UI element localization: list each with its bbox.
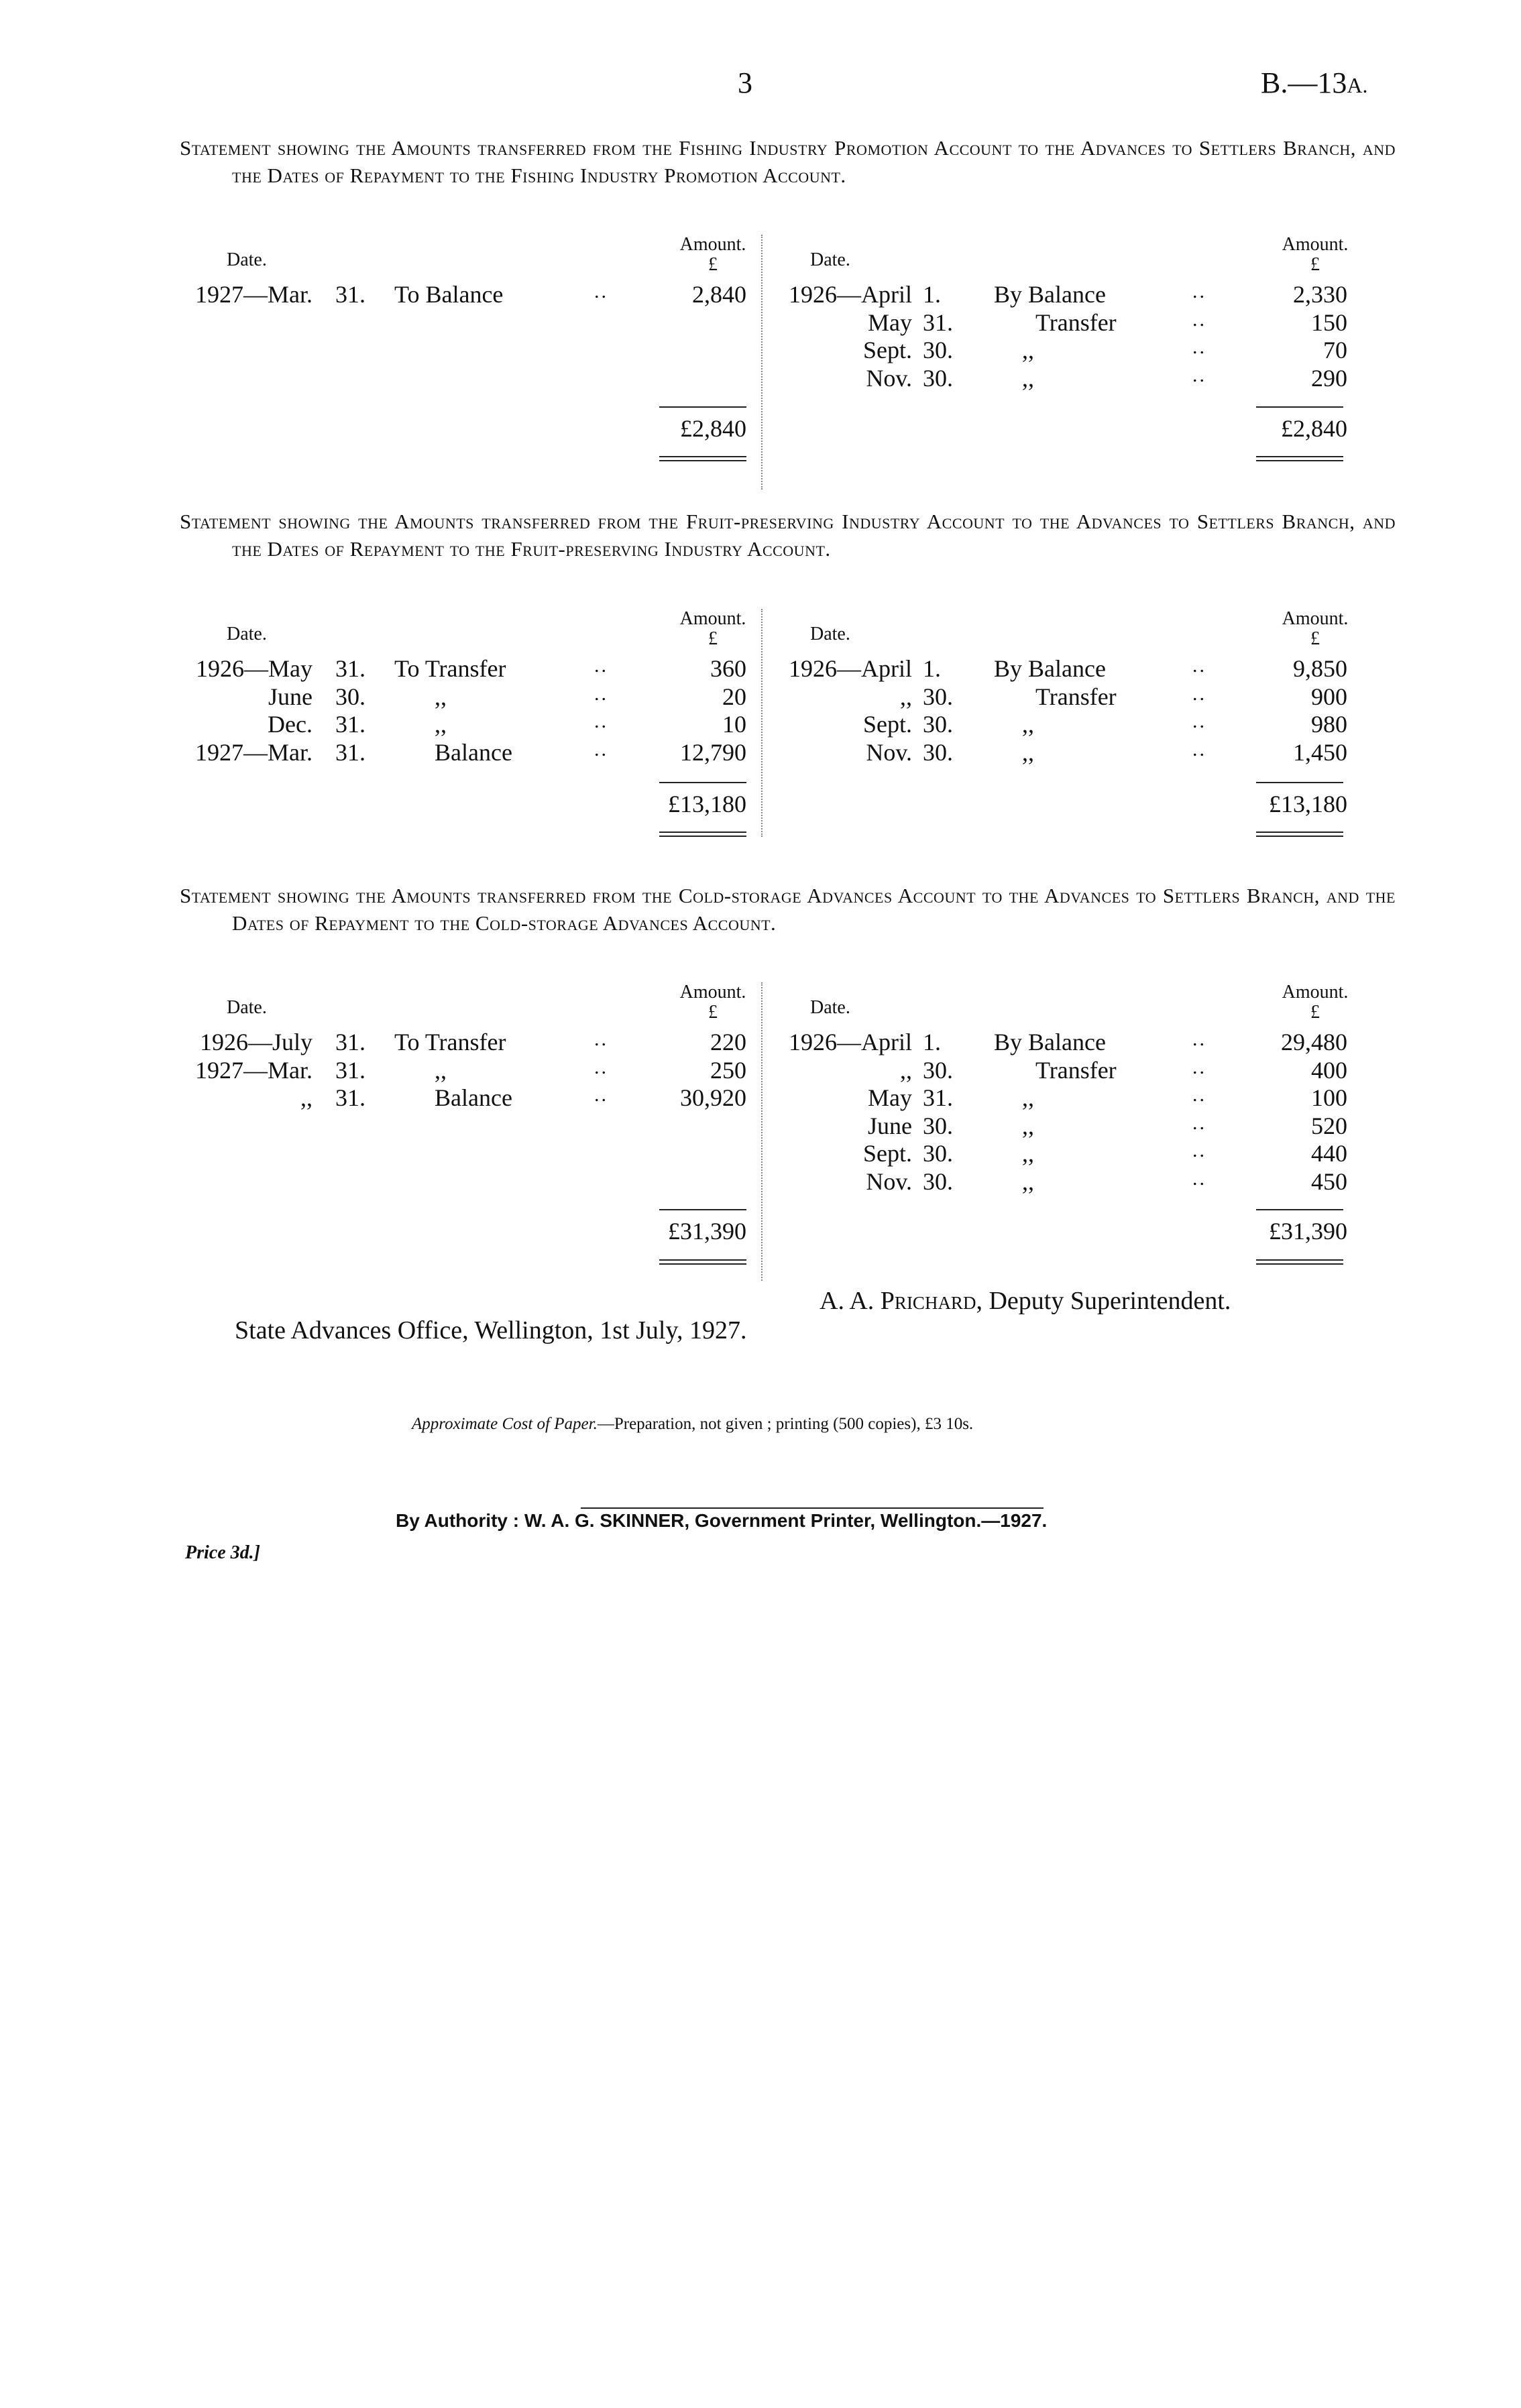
- ledger-right-side: [770, 982, 1349, 1281]
- ledger-row: [180, 1084, 746, 1112]
- document-code: [1261, 66, 1367, 100]
- entry-amount: 220: [710, 1029, 746, 1055]
- entry-month: Nov.: [866, 738, 912, 766]
- entry-description: To Balance: [394, 281, 504, 308]
- ledger-row: [770, 710, 1347, 738]
- paper-cost-note: [412, 1415, 973, 1434]
- entry-day: 30.: [923, 337, 953, 363]
- leader-dots: ..: [1192, 280, 1206, 302]
- leader-dots: ..: [1192, 682, 1206, 705]
- ledger-row: [770, 1055, 1347, 1084]
- ledger-right-side: [770, 234, 1349, 490]
- entry-description: ,,: [435, 711, 447, 738]
- ledger-row: [180, 654, 746, 683]
- leader-dots: ..: [594, 1084, 608, 1106]
- entry-month: ,,: [900, 683, 912, 710]
- total-double-rule: [1256, 1259, 1343, 1265]
- total-double-rule: [659, 832, 746, 837]
- leader-dots: ..: [594, 1028, 608, 1050]
- entry-amount: 250: [710, 1056, 746, 1084]
- entry-day: 31.: [335, 1084, 365, 1111]
- entry-month: Dec.: [268, 711, 313, 738]
- entry-description: ,,: [435, 683, 447, 710]
- amount-column-header: [666, 609, 760, 649]
- entry-month: Sept.: [862, 1140, 912, 1167]
- entry-description: By Balance: [994, 655, 1106, 682]
- entry-day: 31.: [335, 655, 365, 682]
- total-double-rule: [659, 1259, 746, 1265]
- leader-dots: ..: [594, 710, 608, 732]
- total-rule: [659, 1209, 746, 1210]
- entry-description: ,,: [1022, 364, 1034, 392]
- ledger-row: [180, 710, 746, 738]
- leader-dots: ..: [1192, 710, 1206, 732]
- entry-month: 1927—Mar.: [195, 281, 313, 308]
- entry-amount: 29,480: [1281, 1029, 1347, 1055]
- ledger-row: [770, 1084, 1347, 1112]
- entry-month: ,,: [900, 1056, 912, 1084]
- signature-title: , Deputy Superintendent.: [976, 1287, 1231, 1315]
- leader-dots: ..: [594, 654, 608, 677]
- total-rule: [1256, 1209, 1343, 1210]
- leader-dots: ..: [1192, 363, 1206, 386]
- date-column-header: Date.: [810, 249, 850, 270]
- total-rule: [659, 406, 746, 408]
- amount-label: Amount.: [1282, 982, 1349, 1002]
- entry-description: ,,: [1022, 1140, 1034, 1167]
- pound-sign: £: [1310, 1002, 1320, 1023]
- ledger-row: [770, 363, 1347, 392]
- entry-description: Transfer: [1035, 308, 1117, 336]
- entry-amount: 2,330: [1293, 281, 1347, 308]
- entry-month: June: [868, 1112, 912, 1139]
- ledger-row: [180, 738, 746, 766]
- price: Price 3d.]: [185, 1542, 260, 1563]
- ledger-total: £13,180: [1269, 791, 1347, 817]
- entry-description: Transfer: [1035, 1056, 1117, 1084]
- ledger-row: [770, 1167, 1347, 1196]
- statement-ledger: [180, 608, 1349, 837]
- entry-description: ,,: [1022, 711, 1034, 738]
- amount-label: Amount.: [1282, 234, 1349, 255]
- signature: [820, 1286, 1231, 1316]
- ledger-divider: [761, 235, 763, 490]
- pound-sign: £: [708, 254, 718, 275]
- entry-day: 31.: [335, 738, 365, 766]
- entry-day: 30.: [923, 711, 953, 738]
- leader-dots: ..: [594, 682, 608, 705]
- entry-month: May: [868, 1084, 912, 1111]
- amount-column-header: [666, 235, 760, 275]
- statement-heading: Statement showing the Amounts transferred from the Fishing Industry Promotion Account to the Advances to Settlers Branch, and the Dates of Repayment to the Fishing Industry Promotion Account.: [180, 136, 1396, 187]
- entry-month: 1926—April: [789, 1029, 912, 1055]
- ledger-row: [770, 280, 1347, 308]
- entry-amount: 100: [1311, 1084, 1347, 1111]
- entry-month: Sept.: [862, 337, 912, 363]
- entry-month: 1926—May: [196, 655, 313, 682]
- page-number: 3: [738, 66, 752, 99]
- entry-day: 31.: [335, 1056, 365, 1084]
- entry-day: 1.: [923, 1029, 941, 1055]
- entry-description: ,,: [435, 1056, 447, 1084]
- ledger-right-side: [770, 608, 1349, 837]
- amount-label: Amount.: [1282, 608, 1349, 629]
- ledger-row: [180, 683, 746, 711]
- leader-dots: ..: [1192, 1028, 1206, 1050]
- entry-amount: 70: [1323, 337, 1347, 363]
- printer-authority: By Authority : W. A. G. SKINNER, Government Printer, Wellington.—1927.: [396, 1510, 1048, 1531]
- entry-description: Balance: [435, 1084, 512, 1111]
- total-double-rule: [659, 456, 746, 461]
- entry-day: 30.: [923, 1112, 953, 1139]
- entry-month: 1926—July: [199, 1029, 313, 1055]
- document-code-main: B.—13: [1261, 66, 1347, 99]
- amount-column-header: [1268, 982, 1362, 1023]
- ledger-total: £31,390: [1269, 1218, 1347, 1245]
- entry-day: 31.: [923, 308, 953, 336]
- entry-amount: 2,840: [692, 281, 746, 308]
- statement-ledger: [180, 982, 1349, 1281]
- leader-dots: ..: [594, 280, 608, 302]
- ledger-row: [770, 682, 1347, 711]
- entry-month: Nov.: [866, 1167, 912, 1195]
- ledger-total: £2,840: [1281, 415, 1347, 442]
- entry-month: May: [868, 308, 912, 336]
- entry-amount: 440: [1311, 1140, 1347, 1167]
- ledger-row: [770, 738, 1347, 766]
- signature-name: Prichard: [880, 1287, 976, 1315]
- ledger-row: [180, 280, 746, 308]
- office-date-line: State Advances Office, Wellington, 1st July, 1927.: [235, 1316, 747, 1344]
- ledger-row: [770, 654, 1347, 683]
- entry-month: ,,: [300, 1084, 313, 1111]
- entry-day: 30.: [923, 364, 953, 392]
- leader-dots: ..: [1192, 654, 1206, 677]
- leader-dots: ..: [1192, 336, 1206, 358]
- entry-description: ,,: [1022, 1112, 1034, 1139]
- entry-day: 1.: [923, 655, 941, 682]
- entry-day: 31.: [923, 1084, 953, 1111]
- entry-amount: 30,920: [680, 1084, 746, 1111]
- entry-amount: 1,450: [1293, 738, 1347, 766]
- entry-amount: 10: [722, 711, 746, 738]
- entry-description: Balance: [435, 738, 512, 766]
- pound-sign: £: [1310, 628, 1320, 649]
- entry-month: 1927—Mar.: [195, 1056, 313, 1084]
- ledger-left-side: [180, 235, 746, 490]
- amount-label: Amount.: [679, 234, 746, 255]
- total-double-rule: [1256, 832, 1343, 837]
- entry-day: 1.: [923, 281, 941, 308]
- entry-amount: 150: [1311, 308, 1347, 336]
- entry-description: To Transfer: [394, 655, 506, 682]
- leader-dots: ..: [1192, 1139, 1206, 1161]
- ledger-left-side: [180, 982, 746, 1281]
- amount-label: Amount.: [679, 608, 746, 629]
- entry-description: To Transfer: [394, 1029, 506, 1055]
- date-column-header: Date.: [227, 997, 267, 1018]
- entry-month: Nov.: [866, 364, 912, 392]
- entry-day: 30.: [923, 1140, 953, 1167]
- entry-description: ,,: [1022, 1084, 1034, 1111]
- entry-day: 30.: [923, 738, 953, 766]
- entry-month: June: [268, 683, 313, 710]
- leader-dots: ..: [594, 1055, 608, 1078]
- amount-label: Amount.: [679, 982, 746, 1002]
- paper-cost-label: Approximate Cost of Paper.: [412, 1415, 598, 1433]
- pound-sign: £: [708, 1002, 718, 1023]
- leader-dots: ..: [1192, 1084, 1206, 1106]
- ledger-divider: [761, 982, 763, 1281]
- ledger-total: £31,390: [668, 1218, 746, 1245]
- date-column-header: Date.: [227, 249, 267, 270]
- entry-amount: 360: [710, 655, 746, 682]
- entry-day: 30.: [923, 683, 953, 710]
- entry-day: 31.: [335, 1029, 365, 1055]
- entry-amount: 450: [1311, 1167, 1347, 1195]
- entry-day: 30.: [335, 683, 365, 710]
- entry-day: 31.: [335, 711, 365, 738]
- entry-day: 30.: [923, 1167, 953, 1195]
- entry-description: ,,: [1022, 337, 1034, 363]
- entry-amount: 400: [1311, 1056, 1347, 1084]
- document-code-suffix: A.: [1347, 73, 1368, 97]
- total-rule: [659, 782, 746, 783]
- entry-amount: 520: [1311, 1112, 1347, 1139]
- ledger-total: £13,180: [668, 791, 746, 817]
- ledger-left-side: [180, 609, 746, 837]
- entry-day: 31.: [335, 281, 365, 308]
- entry-amount: 980: [1311, 711, 1347, 738]
- statement-heading: Statement showing the Amounts transferred from the Cold-storage Advances Account to the Advances to Settlers Branch, and the Dates of Repayment to the Cold-storage Advances Account.: [180, 884, 1396, 935]
- leader-dots: ..: [1192, 1167, 1206, 1190]
- entry-description: ,,: [1022, 1167, 1034, 1195]
- leader-dots: ..: [1192, 1111, 1206, 1134]
- amount-column-header: [1268, 609, 1362, 649]
- entry-month: Sept.: [862, 711, 912, 738]
- leader-dots: ..: [594, 738, 608, 760]
- entry-description: By Balance: [994, 1029, 1106, 1055]
- entry-description: Transfer: [1035, 683, 1117, 710]
- pound-sign: £: [1310, 254, 1320, 275]
- entry-month: 1926—April: [789, 655, 912, 682]
- ledger-total: £2,840: [680, 415, 746, 442]
- statement-heading: Statement showing the Amounts transferred from the Fruit-preserving Industry Account to the Advances to Settlers Branch, and the Dates of Repayment to the Fruit-preserving Industry Account.: [180, 510, 1396, 561]
- printer-rule: [581, 1507, 1044, 1509]
- leader-dots: ..: [1192, 738, 1206, 760]
- total-double-rule: [1256, 456, 1343, 461]
- entry-amount: 12,790: [680, 738, 746, 766]
- total-rule: [1256, 406, 1343, 408]
- ledger-divider: [761, 609, 763, 837]
- entry-amount: 290: [1311, 364, 1347, 392]
- date-column-header: Date.: [810, 997, 850, 1018]
- entry-amount: 9,850: [1293, 655, 1347, 682]
- entry-amount: 900: [1311, 683, 1347, 710]
- entry-description: ,,: [1022, 738, 1034, 766]
- date-column-header: Date.: [227, 624, 267, 644]
- paper-cost-text: —Preparation, not given ; printing (500 copies), £3 10s.: [597, 1415, 974, 1433]
- amount-column-header: [666, 982, 760, 1023]
- signature-initials: A. A.: [820, 1287, 875, 1315]
- entry-amount: 20: [722, 683, 746, 710]
- amount-column-header: [1268, 235, 1362, 275]
- date-column-header: Date.: [810, 624, 850, 644]
- ledger-row: [180, 1028, 746, 1056]
- entry-day: 30.: [923, 1056, 953, 1084]
- ledger-row: [770, 1111, 1347, 1140]
- leader-dots: ..: [1192, 1055, 1206, 1078]
- leader-dots: ..: [1192, 308, 1206, 331]
- pound-sign: £: [708, 628, 718, 649]
- entry-description: By Balance: [994, 281, 1106, 308]
- total-rule: [1256, 782, 1343, 783]
- statement-ledger: [180, 234, 1349, 490]
- entry-month: 1927—Mar.: [195, 738, 313, 766]
- ledger-row: [770, 336, 1347, 364]
- ledger-row: [770, 1139, 1347, 1167]
- ledger-row: [770, 308, 1347, 337]
- ledger-row: [180, 1056, 746, 1084]
- ledger-row: [770, 1028, 1347, 1056]
- entry-month: 1926—April: [789, 281, 912, 308]
